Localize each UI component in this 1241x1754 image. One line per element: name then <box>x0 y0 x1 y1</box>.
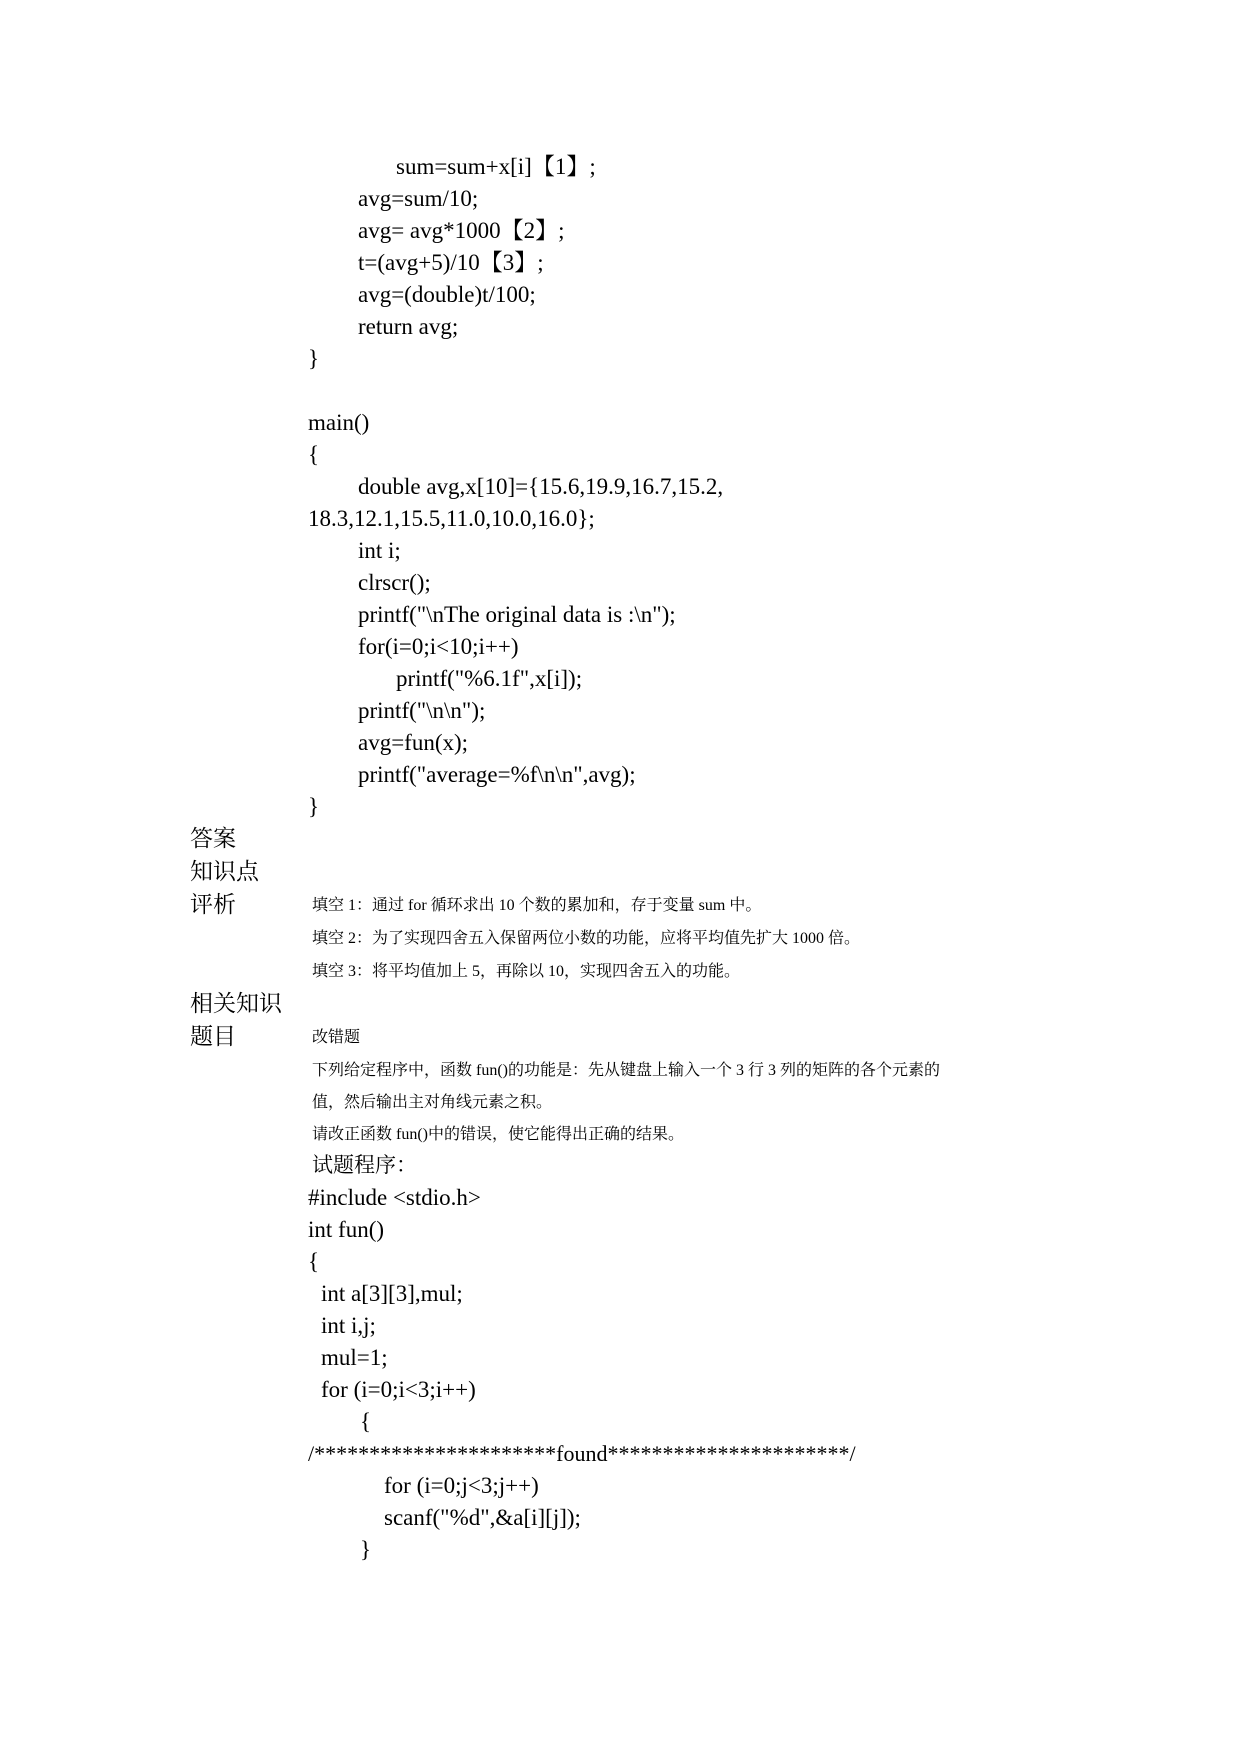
code-line: scanf("%d",&a[i][j]); <box>384 1505 581 1530</box>
related-knowledge-label: 相关知识 <box>190 991 282 1016</box>
answer-label: 答案 <box>190 826 236 851</box>
code-line: main() <box>308 410 370 435</box>
code-line: } <box>360 1537 372 1562</box>
analysis-note: 填空 2：为了实现四舍五入保留两位小数的功能，应将平均值先扩大 1000 倍。 <box>312 930 861 947</box>
code-line: 18.3,12.1,15.5,11.0,10.0,16.0}; <box>308 506 595 531</box>
code-line: avg= avg*1000【2】; <box>358 218 565 243</box>
code-line: int a[3][3],mul; <box>321 1281 463 1306</box>
code-line: printf("\nThe original data is :\n"); <box>358 602 676 627</box>
code-line: double avg,x[10]={15.6,19.9,16.7,15.2, <box>358 474 724 499</box>
analysis-label: 评析 <box>190 892 236 917</box>
code-line: for (i=0;i<3;i++) <box>321 1377 476 1402</box>
knowledge-point-label: 知识点 <box>190 859 259 884</box>
code-line: printf("%6.1f",x[i]); <box>396 666 583 691</box>
code-line: for (i=0;j<3;j++) <box>384 1473 539 1498</box>
code-line: avg=(double)t/100; <box>358 282 536 307</box>
code-line: int i,j; <box>321 1313 376 1338</box>
code-line: { <box>308 442 320 467</box>
code-line: int fun() <box>308 1217 385 1242</box>
code-line: return avg; <box>358 314 459 339</box>
code-line: { <box>360 1409 372 1434</box>
found-marker-line: /**********************found**********************/ <box>308 1441 856 1466</box>
code-line: printf("average=%f\n\n",avg); <box>358 762 636 787</box>
code-line: clrscr(); <box>358 570 431 595</box>
code-line: sum=sum+x[i]【1】; <box>396 154 596 179</box>
code-line: } <box>308 794 320 819</box>
code-line: #include <stdio.h> <box>308 1185 481 1210</box>
question-label: 题目 <box>190 1024 236 1049</box>
analysis-note: 填空 3：将平均值加上 5，再除以 10，实现四舍五入的功能。 <box>312 963 741 980</box>
code-line: t=(avg+5)/10【3】; <box>358 250 544 275</box>
code-line: avg=fun(x); <box>358 730 469 755</box>
code-line: avg=sum/10; <box>358 186 479 211</box>
question-instruction: 请改正函数 fun()中的错误，使它能得出正确的结果。 <box>312 1126 684 1143</box>
code-line: } <box>308 346 320 371</box>
code-line: mul=1; <box>321 1345 388 1370</box>
code-line: int i; <box>358 538 401 563</box>
question-type: 改错题 <box>312 1029 361 1046</box>
code-line: printf("\n\n"); <box>358 698 486 723</box>
code-line: { <box>308 1249 320 1274</box>
program-title: 试题程序： <box>312 1153 417 1177</box>
question-description: 下列给定程序中，函数 fun()的功能是：先从键盘上输入一个 3 行 3 列的矩阵的各个元素的 <box>312 1062 940 1079</box>
code-line: for(i=0;i<10;i++) <box>358 634 519 659</box>
question-description: 值，然后输出主对角线元素之积。 <box>312 1094 553 1111</box>
analysis-note: 填空 1：通过 for 循环求出 10 个数的累加和，存于变量 sum 中。 <box>312 897 762 914</box>
